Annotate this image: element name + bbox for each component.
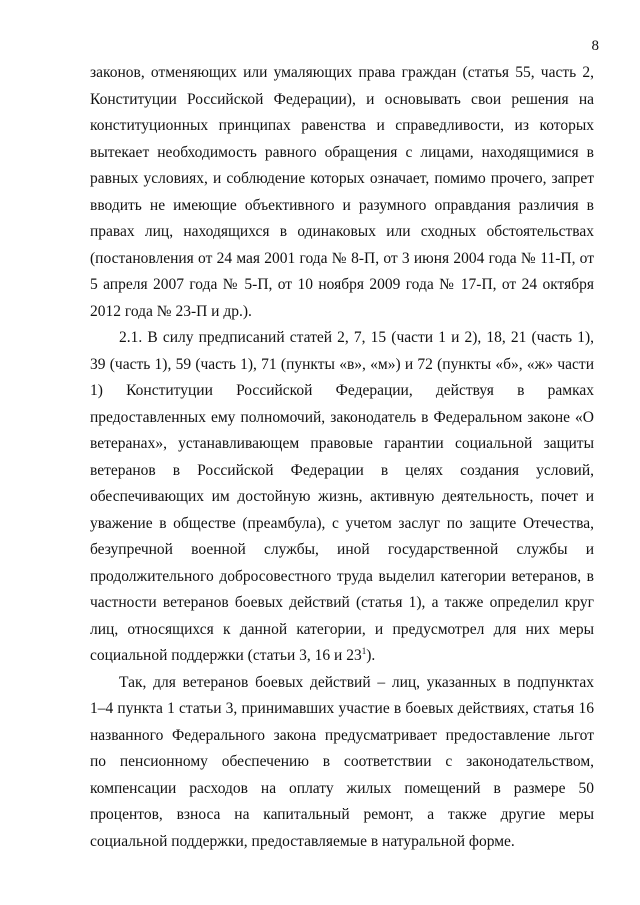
- text-line: 2.1. В силу предписаний статей 2, 7, 15 (части 1 и 2), 18, 21 (часть 1),: [119, 329, 594, 346]
- text-line: названного Федерального закона предусматривает предоставление льгот: [90, 726, 594, 744]
- text-line: процентов, взноса на капитальный ремонт, а также другие меры: [90, 806, 594, 823]
- text-line: обеспечивающих им достойную жизнь, активную деятельность, почет и: [90, 488, 594, 505]
- text-line: (постановления от 24 мая 2001 года № 8-П, от 3 июня 2004 года № 11-П, от: [90, 249, 594, 267]
- text-line: Так, для ветеранов боевых действий – лиц, указанных в подпунктах: [119, 673, 594, 691]
- text-line-with-footnote: [90, 643, 594, 670]
- text-fragment: социальной поддержки (статьи 3, 16 и 23: [90, 647, 362, 664]
- text-line: вытекает необходимость равного обращения с лицами, находящимися в: [90, 143, 594, 161]
- text-line: правах лиц, находящихся в одинаковых или сходных обстоятельствах: [90, 223, 594, 240]
- text-line: конституционных принципах равенства и справедливости, из которых: [90, 117, 594, 134]
- text-fragment: ).: [366, 647, 376, 664]
- text-line: 1–4 пункта 1 статьи 3, принимавших участие в боевых действиях, статья 16: [90, 700, 594, 717]
- text-line: ветеранов в Российской Федерации в целях создания условий,: [90, 461, 594, 479]
- text-line: 1) Конституции Российской Федерации, действуя в рамках: [90, 382, 594, 399]
- text-line: законов, отменяющих или умаляющих права граждан (статья 55, часть 2,: [90, 64, 594, 81]
- text-line: компенсации расходов на оплату жилых помещений в размере 50: [90, 779, 594, 797]
- text-line: 2012 года № 23-П и др.).: [90, 302, 252, 320]
- document-body: [90, 60, 594, 855]
- text-line: 39 (часть 1), 59 (часть 1), 71 (пункты «в», «м») и 72 (пункты «б», «ж» части: [90, 355, 594, 373]
- text-line: продолжительного добросовестного труда выделил категории ветеранов, в: [90, 567, 594, 585]
- text-line: частности ветеранов боевых действий (статья 1), а также определил круг: [90, 594, 594, 611]
- paragraph-3: [90, 670, 594, 856]
- superscript-index: 1: [361, 646, 367, 656]
- text-line: Конституции Российской Федерации), и основывать свои решения на: [90, 90, 594, 108]
- paragraph-2: [90, 325, 594, 670]
- text-line: по пенсионному обеспечению в соответствии с законодательством,: [90, 753, 594, 770]
- paragraph-1: [90, 60, 594, 325]
- text-line: вводить не имеющие объективного и разумного оправдания различия в: [90, 196, 594, 214]
- text-line: социальной поддержки, предоставляемые в натуральной форме.: [90, 832, 515, 850]
- text-line: ветеранах», устанавливающем правовые гарантии социальной защиты: [90, 435, 594, 452]
- page-number: 8: [591, 38, 599, 54]
- text-line: 5 апреля 2007 года № 5-П, от 10 ноября 2009 года № 17-П, от 24 октября: [90, 276, 594, 293]
- text-line: равных условиях, и соблюдение которых означает, помимо прочего, запрет: [90, 170, 594, 187]
- text-line: предоставленных ему полномочий, законодатель в Федеральном законе «О: [90, 408, 594, 426]
- text-line: уважение в обществе (преамбула), с учетом заслуг по защите Отечества,: [90, 514, 594, 532]
- text-line: лиц, относящихся к данной категории, и предусмотрел для них меры: [90, 620, 594, 638]
- text-line: безупречной военной службы, иной государственной службы и: [90, 541, 594, 558]
